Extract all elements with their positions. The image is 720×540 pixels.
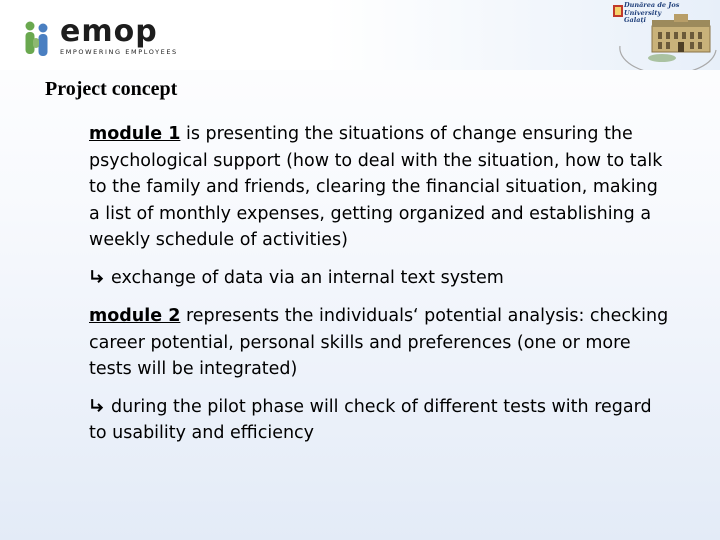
people-figures-icon	[22, 20, 54, 58]
arrow-item-1	[89, 265, 669, 292]
university-line-1: Dunărea de Jos	[624, 1, 680, 9]
slide-body	[89, 121, 669, 447]
university-logo	[612, 0, 720, 72]
university-line-3: Galați	[624, 16, 646, 24]
arrow-item-2-text: during the pilot phase will check of different tests with regard to usability and efficiency	[89, 396, 652, 443]
down-right-arrow-icon	[89, 394, 111, 421]
module-2-paragraph	[89, 303, 669, 383]
module-1-paragraph	[89, 121, 669, 254]
module-1-text: is presenting the situations of change ensuring the psychological support (how to deal with the situation, how to talk to the family and friends, clearing the financial situation, making a list of monthly expenses, getting organized and establishing a weekly schedule of activities)	[89, 124, 663, 250]
logo-wordmark: emop	[60, 14, 158, 49]
module-2-keyword: module 2	[89, 306, 181, 326]
logo-tagline: EMPOWERING EMPLOYEES	[60, 48, 178, 56]
arrow-item-2	[89, 394, 669, 447]
slide-title: Project concept	[45, 78, 178, 100]
emop-logo	[22, 14, 178, 60]
module-2-text: represents the individuals‘ potential analysis: checking career potential, personal skills and preferences (one or more tests will be integrated)	[89, 306, 669, 379]
arrow-item-1-text: exchange of data via an internal text system	[111, 267, 504, 288]
university-line-2: University	[624, 8, 662, 17]
down-right-arrow-icon	[89, 265, 111, 292]
university-building-seal	[618, 10, 720, 70]
module-1-keyword: module 1	[89, 124, 181, 144]
